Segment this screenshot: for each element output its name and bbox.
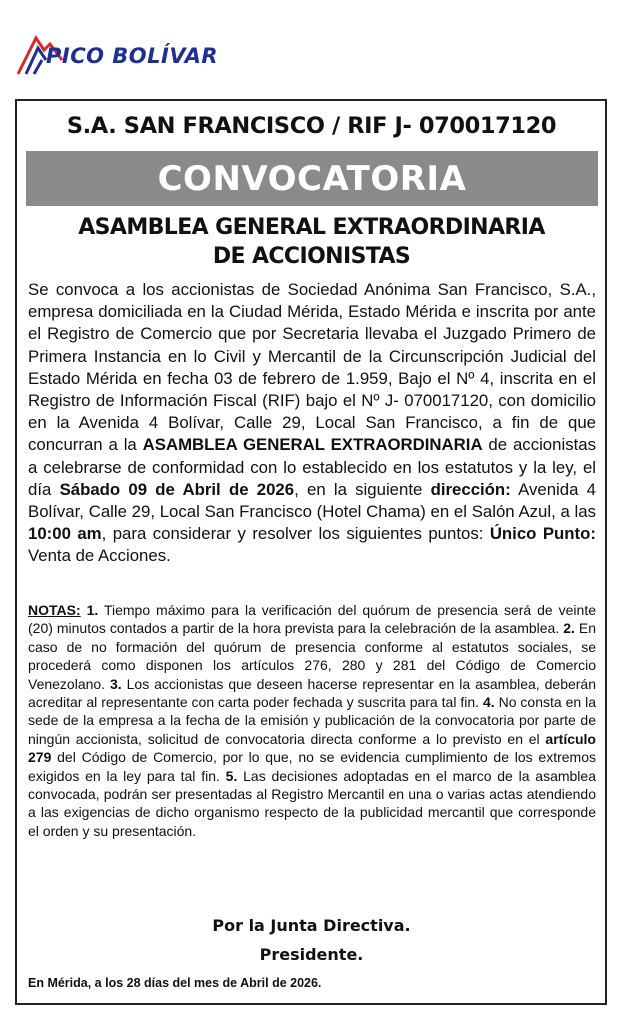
subtitle-line-1: ASAMBLEA GENERAL EXTRAORDINARIA: [78, 215, 545, 240]
note-5-number: 5.: [225, 767, 238, 784]
note-1-number: 1.: [86, 602, 99, 618]
note-1-text: Tiempo máximo para la verificación del quórum de presencia será de veinte (20) minutos contados a partir de la hora prevista para la celebración de la asamblea.: [28, 602, 597, 637]
logo-text: PICO BOLÍVAR: [46, 44, 219, 68]
subtitle-line-2: DE ACCIONISTAS: [212, 244, 411, 269]
date-line: En Mérida, a los 28 días del mes de Abril de 2026.: [28, 976, 322, 990]
body-bold-point: Único Punto:: [489, 524, 596, 544]
body-text-5: , para considerar y resolver los siguientes puntos:: [101, 524, 490, 544]
body-text-3: , en la siguiente: [294, 479, 431, 499]
body-bold-time: 10:00 am: [28, 524, 102, 544]
notes-label: NOTAS:: [28, 602, 81, 618]
notes-section: [28, 601, 596, 840]
note-4-bold-article: artículo 279: [28, 730, 596, 766]
signature-president: Presidente.: [259, 945, 364, 964]
body-bold-date: Sábado 09 de Abril de 2026: [59, 479, 295, 499]
body-text-6: Venta de Acciones.: [28, 546, 171, 566]
convocatoria-band: [26, 151, 598, 206]
note-4-number: 4.: [482, 694, 495, 711]
note-5-text: Las decisiones adoptadas en el marco de la asamblea convocada, podrán ser presentadas al Registro Mercantil en una o varias actas atendiendo a las exigencias de dicho organismo respecto de la publicidad mercantil que corresponde el orden y su presentación.: [28, 767, 596, 839]
body-bold-assembly: ASAMBLEA GENERAL EXTRAORDINARIA: [142, 435, 483, 455]
convocation-body: [28, 279, 596, 568]
note-4-text-a: No consta en la sede de la empresa a la fecha de la emisión y publicación de la convocatoria por parte de ningún accionista, solicitud de convocatoria directa conforme a lo previsto en el: [28, 694, 596, 747]
note-2-text: En caso de no formación del quórum de presencia conforme al estatutos sociales, se procederá como disponen los artículos 276, 280 y 281 del Código de Comercio Venezolano.: [28, 620, 596, 692]
note-2-number: 2.: [563, 620, 575, 637]
company-header: S.A. SAN FRANCISCO / RIF J- 070017120: [66, 113, 557, 139]
signature-board: Por la Junta Directiva.: [212, 916, 411, 935]
assembly-subtitle: [20, 213, 603, 271]
note-3-number: 3.: [110, 675, 122, 692]
body-text-4: Avenida 4 Bolívar, Calle 29, Local San Francisco (Hotel Chama) en el Salón Azul, a las: [28, 479, 596, 522]
body-bold-address-label: dirección:: [430, 479, 511, 499]
body-text-1: Se convoca a los accionistas de Sociedad Anónima San Francisco, S.A., empresa domiciliada en la Ciudad Mérida, Estado Mérida e inscrita por ante el Registro de Comercio que por Secretaria llevaba el Juzgado Primero de Primera Instancia en lo Civil y Mercantil de la Circunscripción Judicial del Estado Mérida en fecha 03 de febrero de 1.959, Bajo el Nº 4, inscrita en el Registro de Información Fiscal (RIF) bajo el Nº J- 070017120, con domicilio en la Avenida 4 Bolívar, Calle 29, Local San Francisco, a fin de que concurran a la: [28, 280, 596, 455]
body-text-2: de accionistas a celebrarse de conformidad con lo establecido en los estatutos y la ley, el día: [28, 435, 596, 499]
band-title: CONVOCATORIA: [157, 158, 467, 199]
note-4-text-b: del Código de Comercio, por lo que, no se evidencia cumplimiento de los extremos exigidos en la ley para tal fin.: [28, 749, 596, 784]
note-3-text: Los accionistas que deseen hacerse representar en la asamblea, deberán acreditar al representante con carta poder fechada y suscrita para tal fin.: [28, 675, 596, 711]
